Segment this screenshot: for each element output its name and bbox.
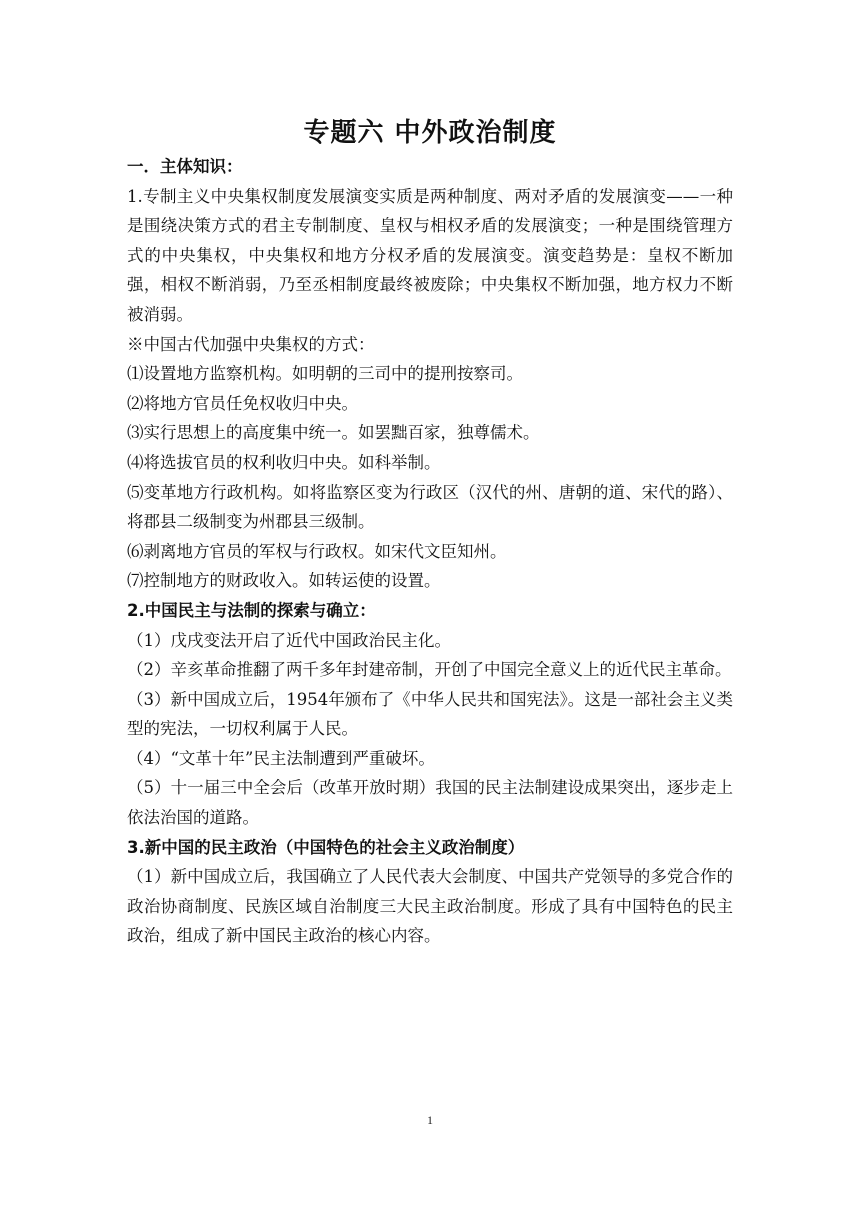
list-item: （4）“文革十年”民主法制遭到严重破坏。	[127, 748, 435, 768]
list-item: ⑸变革地方行政机构。如将监察区变为行政区（汉代的州、唐朝的道、宋代的路）、将郡县二级制变为州郡县三级制。	[127, 482, 733, 532]
document-body	[127, 152, 733, 951]
list-item: ⑷将选拔官员的权利收归中央。如科举制。	[127, 452, 441, 472]
list-item: ⑹剥离地方官员的军权与行政权。如宋代文臣知州。	[127, 541, 507, 561]
list-item: （2）辛亥革命推翻了两千多年封建帝制，开创了中国完全意义上的近代民主革命。	[127, 660, 732, 680]
list-item: （1）戊戌变法开启了近代中国政治民主化。	[127, 630, 451, 650]
list-item: ⑺控制地方的财政收入。如转运使的设置。	[127, 571, 441, 591]
list-item: （1）新中国成立后，我国确立了人民代表大会制度、中国共产党领导的多党合作的政治协商制度、民族区域自治制度三大民主政治制度。形成了具有中国特色的民主政治，组成了新中国民主政治的核心内容。	[127, 867, 733, 946]
list-item: ⑵将地方官员任免权收归中央。	[127, 393, 358, 413]
list-item: （3）新中国成立后，1954年颁布了《中华人民共和国宪法》。这是一部社会主义类型的宪法，一切权利属于人民。	[127, 689, 733, 739]
paragraph-1: 1.专制主义中央集权制度发展演变实质是两种制度、两对矛盾的发展演变——一种是围绕决策方式的君主专制制度、皇权与相权矛盾的发展演变；一种是围绕管理方式的中央集权，中央集权和地方分权矛盾的发展演变。演变趋势是：皇权不断加强，相权不断消弱，乃至丞相制度最终被废除；中央集权不断加强，地方权力不断被消弱。	[127, 186, 733, 324]
section-heading-2: 2.中国民主与法制的探索与确立：	[127, 600, 376, 620]
note-line: ※中国古代加强中央集权的方式：	[127, 334, 375, 354]
section-heading-3: 3.新中国的民主政治（中国特色的社会主义政治制度）	[127, 837, 525, 857]
page-title: 专题六 中外政治制度	[303, 118, 557, 148]
list-item: ⑴设置地方监察机构。如明朝的三司中的提刑按察司。	[127, 364, 523, 384]
list-item: （5）十一届三中全会后（改革开放时期）我国的民主法制建设成果突出，逐步走上依法治国的道路。	[127, 778, 733, 828]
section-heading-main: 一．主体知识：	[127, 157, 243, 176]
page-number: 1	[427, 1113, 433, 1127]
list-item: ⑶实行思想上的高度集中统一。如罢黜百家，独尊儒术。	[127, 423, 540, 443]
